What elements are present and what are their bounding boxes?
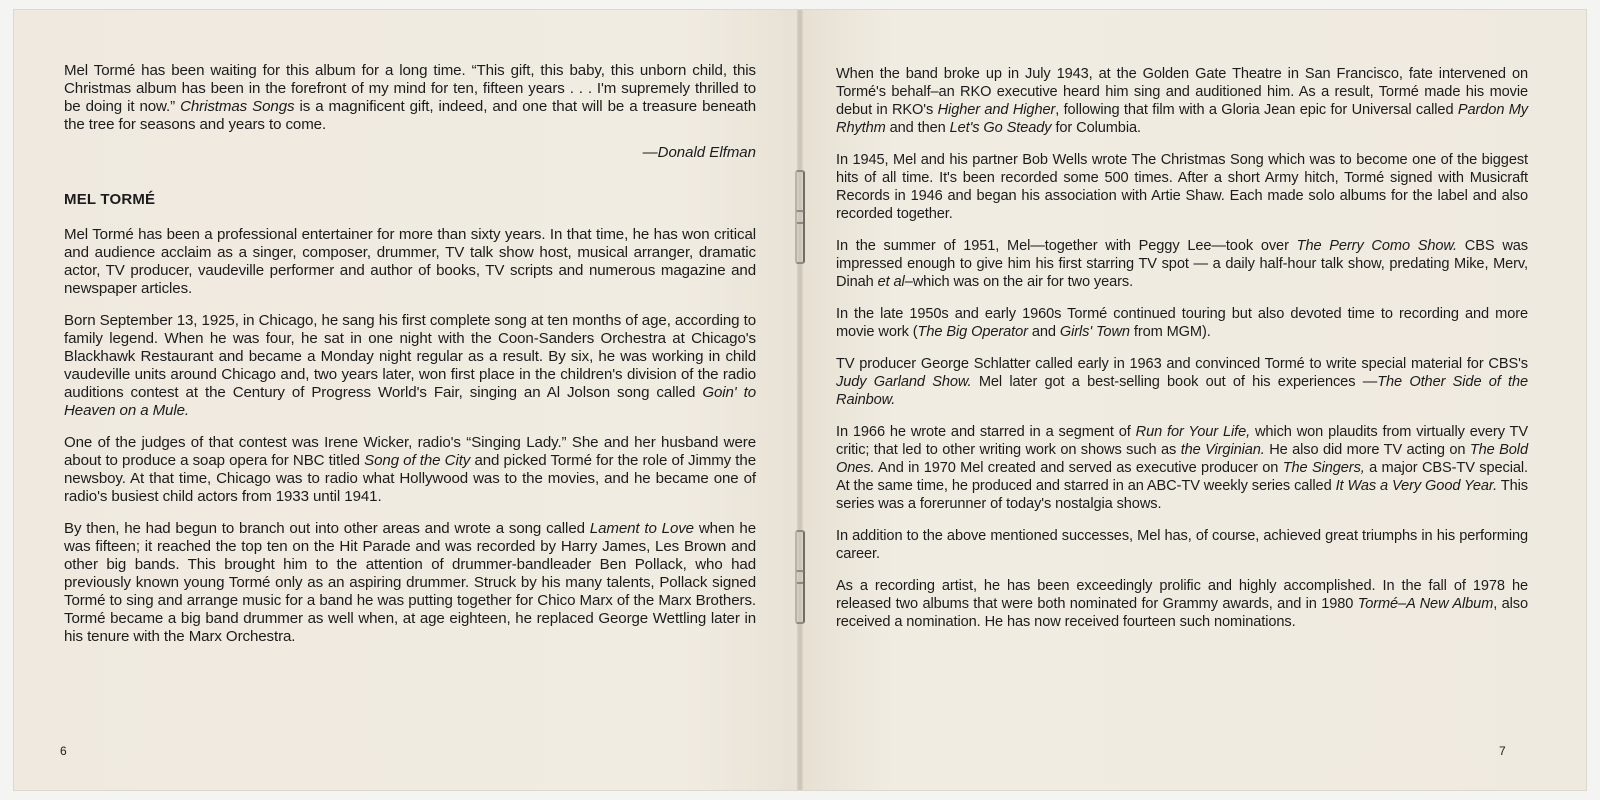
- booklet-gutter: [797, 10, 803, 790]
- paragraph: In the summer of 1951, Mel—together with Peggy Lee—took over The Perry Como Show. CBS was impressed enough to give him his first starring TV spot — a daily half-hour talk show, predating Mike, Merv, Dinah et al–which was on the air for two years.: [836, 238, 1528, 290]
- paragraph: In 1945, Mel and his partner Bob Wells wrote The Christmas Song which was to become one of the biggest hits of all time. It's been recorded some 500 times. After a short Army hitch, Tormé signed with Musicraft Records in 1946 and began his association with Artie Shaw. Each made solo albums for the label and also recorded together.: [836, 152, 1528, 222]
- paragraph: Born September 13, 1925, in Chicago, he sang his first complete song at ten months of age, according to family legend. When he was four, he sat in one night with the Coon-Sanders Orchestra at Chicago's Blackhawk Restaurant and became a Monday night regular as a result. By six, he was working in child vaudeville units around Chicago and, two years later, won first place in the children's division of the radio auditions contest at the Century of Progress World's Fair, singing an Al Jolson song called Goin' to Heaven on a Mule.: [64, 312, 757, 419]
- signature: —Donald Elfman: [642, 144, 756, 161]
- paragraph: In the late 1950s and early 1960s Tormé continued touring but also devoted time to recording and more movie work (The Big Operator and Girls' Town from MGM).: [836, 306, 1528, 340]
- left-page-text: [64, 62, 756, 660]
- right-page-text: [836, 65, 1528, 645]
- intro-paragraph: Mel Tormé has been waiting for this album for a long time. “This gift, this baby, this unborn child, this Christmas album has been in the forefront of my mind for ten, fifteen years . . . I'm supremely thrilled to be doing it now.” Christmas Songs is a magnificent gift, indeed, and one that will be a treasure beneath the tree for seasons and years to come.: [64, 62, 756, 133]
- paragraph: Mel Tormé has been a professional entertainer for more than sixty years. In that time, he has won critical and audience acclaim as a singer, composer, drummer, TV talk show host, musical arranger, dramatic actor, TV producer, vaudeville performer and author of books, TV scripts and numerous magazine and newspaper articles.: [64, 226, 756, 297]
- page-number: 6: [60, 744, 67, 758]
- paragraph: In addition to the above mentioned successes, Mel has, of course, achieved great triumphs in his performing career.: [836, 528, 1528, 562]
- section-heading: MEL TORMÉ: [64, 191, 156, 208]
- staple-icon: [795, 210, 805, 264]
- booklet-spread: [14, 10, 1586, 790]
- staple-icon: [795, 570, 805, 624]
- paragraph: As a recording artist, he has been exceedingly prolific and highly accomplished. In the fall of 1978 he released two albums that were both nominated for Grammy awards, and in 1980 Tormé–A New Album, also received a nomination. He has now received fourteen such nominations.: [836, 578, 1529, 630]
- paragraph: TV producer George Schlatter called early in 1963 and convinced Tormé to write special material for CBS's Judy Garland Show. Mel later got a best-selling book out of his experiences —The Other Side of the Rainbow.: [836, 356, 1529, 408]
- paragraph: By then, he had begun to branch out into other areas and wrote a song called Lament to Love when he was fifteen; it reached the top ten on the Hit Parade and was recorded by Harry James, Les Brown and other big bands. This brought him to the attention of drummer-bandleader Ben Pollack, who had previously known young Tormé only as an aspiring drummer. Struck by his many talents, Pollack signed Tormé to sing and arrange music for a band he was putting together for Chico Marx of the Marx Brothers. Tormé became a big band drummer as well when, at age eighteen, he replaced George Wettling later in his tenure with the Marx Orchestra.: [64, 520, 756, 645]
- page-number: 7: [1499, 744, 1506, 758]
- paragraph: In 1966 he wrote and starred in a segment of Run for Your Life, which won plaudits from virtually every TV critic; that led to other writing work on shows such as the Virginian. He also did more TV acting on The Bold Ones. And in 1970 Mel created and served as executive producer on The Singers, a major CBS-TV special. At the same time, he produced and starred in an ABC-TV weekly series called It Was a Very Good Year. This series was a forerunner of today's nostalgia shows.: [836, 424, 1528, 512]
- paragraph: When the band broke up in July 1943, at the Golden Gate Theatre in San Francisco, fate intervened on Tormé's behalf–an RKO executive heard him sing and auditioned him. As a result, Tormé made his movie debut in RKO's Higher and Higher, following that film with a Gloria Jean epic for Universal called Pardon My Rhythm and then Let's Go Steady for Columbia.: [836, 66, 1528, 136]
- paragraph: One of the judges of that contest was Irene Wicker, radio's “Singing Lady.” She and her husband were about to produce a soap opera for NBC titled Song of the City and picked Tormé for the role of Jimmy the newsboy. At that time, Chicago was to radio what Hollywood was to the movies, and he became one of radio's busiest child actors from 1933 until 1941.: [64, 434, 756, 505]
